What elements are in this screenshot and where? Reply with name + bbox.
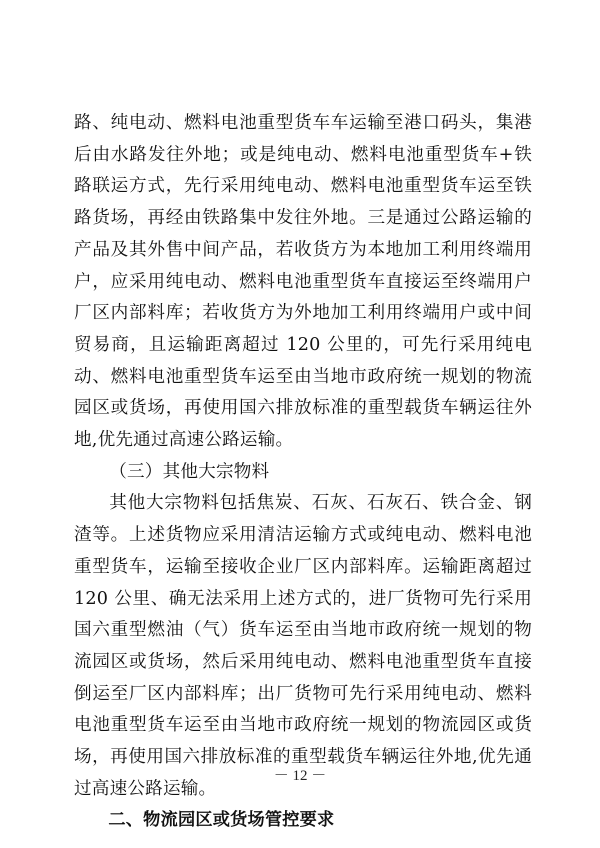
body-paragraph-other-bulk-materials: 其他大宗物料包括焦炭、石灰、石灰石、铁合金、钢渣等。上述货物应采用清洁运输方式或纯电动、燃料电池重型货车，运输至接收企业厂区内部料库。运输距离超过 120 公里、确无法采用上述方式的，进厂货物可先行采用国六重型燃油（气）货车运至由当地市政府统一规划的物流园区或货场，然后采用纯电动、燃料电池重型货车直接倒运至厂区内部料库；出厂货物可先行采用纯电动、燃料电池重型货车运至由当地市政府统一规划的物流园区或货场，再使用国六排放标准的重型载货车辆运往外地,优先通过高速公路运输。 [74,493,532,799]
sub-heading-other-bulk-materials: （三）其他大宗物料 [109,461,270,482]
section-heading-logistics-park: 二、物流园区或货场管控要求 [108,810,335,831]
document-body [74,108,532,837]
page-number: － 12 － [273,768,327,784]
continuation-paragraph: 路、纯电动、燃料电池重型货车车运输至港口码头，集港后由水路发往外地；或是纯电动、燃料电池重型货车+铁路联运方式，先行采用纯电动、燃料电池重型货车运至铁路货场，再经由铁路集中发往外地。三是通过公路运输的产品及其外售中间产品，若收货方为本地加工利用终端用户，应采用纯电动、燃料电池重型货车直接运至终端用户厂区内部料库；若收货方为外地加工利用终端用户或中间贸易商，且运输距离超过 120 公里的，可先行采用纯电动、燃料电池重型货车运至由当地市政府统一规划的物流园区或货场，再使用国六排放标准的重型载货车辆运往外地,优先通过高速公路运输。 [74,113,532,451]
